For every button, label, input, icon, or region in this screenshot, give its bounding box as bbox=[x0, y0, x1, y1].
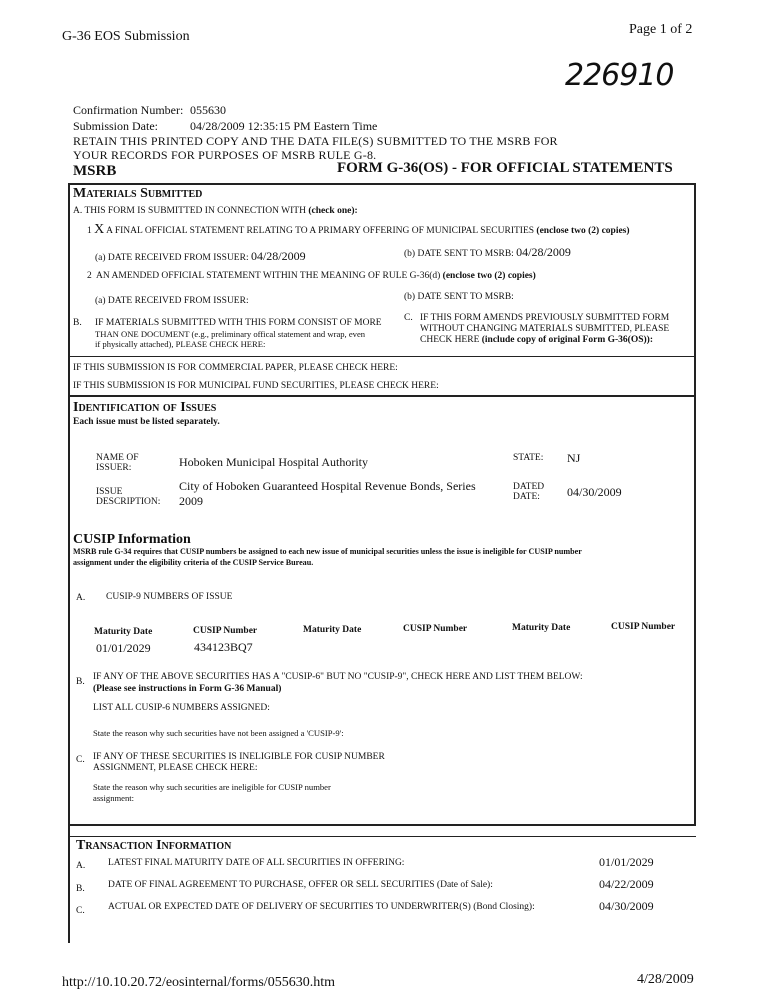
materials-b-line3: if physically attached), PLEASE CHECK HERE: bbox=[95, 339, 266, 349]
identification-note: Each issue must be listed separately. bbox=[73, 417, 220, 427]
transaction-a-text: LATEST FINAL MATURITY DATE OF ALL SECURITIES IN OFFERING: bbox=[108, 858, 405, 868]
issuer-name-label: NAME OF bbox=[96, 453, 139, 463]
materials-a-intro: A. THIS FORM IS SUBMITTED IN CONNECTION WITH (check one): bbox=[73, 206, 358, 216]
transaction-c-text: ACTUAL OR EXPECTED DATE OF DELIVERY OF SECURITIES TO UNDERWRITER(S) (Bond Closing): bbox=[108, 902, 535, 912]
cusip-col-maturity-3: Maturity Date bbox=[512, 623, 571, 633]
cusip-col-number-2: CUSIP Number bbox=[403, 624, 468, 634]
item1-checkmark: X bbox=[94, 222, 105, 237]
cusip-row-maturity: 01/01/2029 bbox=[96, 641, 151, 655]
cusip-b-reason: State the reason why such securities have not been assigned a 'CUSIP-9': bbox=[93, 728, 344, 738]
state-value: NJ bbox=[567, 451, 581, 465]
issue-description-label2: DESCRIPTION: bbox=[96, 497, 161, 507]
cusip-b-text: IF ANY OF THE ABOVE SECURITIES HAS A "CUSIP-6" BUT NO "CUSIP-9", CHECK HERE AND LIST THEM BELOW: bbox=[93, 672, 583, 682]
transaction-c-value: 04/30/2009 bbox=[599, 899, 654, 913]
submission-date-label: Submission Date: bbox=[73, 119, 159, 133]
municipal-fund-check: IF THIS SUBMISSION IS FOR MUNICIPAL FUND SECURITIES, PLEASE CHECK HERE: bbox=[73, 381, 439, 391]
dated-date-label: DATED bbox=[513, 482, 545, 492]
materials-c-label: C. bbox=[404, 313, 413, 323]
cusip-c-reason2: assignment: bbox=[93, 793, 135, 803]
materials-c-line1: IF THIS FORM AMENDS PREVIOUSLY SUBMITTED FORM bbox=[420, 313, 670, 323]
submission-date-value: 04/28/2009 12:35:15 PM Eastern Time bbox=[190, 119, 378, 133]
transaction-b-text: DATE OF FINAL AGREEMENT TO PURCHASE, OFFER OR SELL SECURITIES (Date of Sale): bbox=[108, 880, 493, 890]
materials-c-line3: CHECK HERE (include copy of original Form G-36(OS)): bbox=[420, 335, 653, 345]
footer-date: 4/28/2009 bbox=[637, 972, 694, 987]
cusip-b-label: B. bbox=[76, 677, 85, 687]
issuer-name-label2: ISSUER: bbox=[96, 463, 132, 473]
cusip-a-label: A. bbox=[76, 593, 86, 603]
page-number: Page 1 of 2 bbox=[629, 22, 693, 37]
issue-description-value2: 2009 bbox=[179, 494, 203, 508]
box-top-border bbox=[68, 183, 696, 185]
form-title: FORM G-36(OS) - FOR OFFICIAL STATEMENTS bbox=[337, 160, 673, 176]
box-left-border bbox=[68, 183, 70, 943]
state-label: STATE: bbox=[513, 453, 544, 463]
confirmation-number-label: Confirmation Number: bbox=[73, 103, 184, 117]
identification-right-border bbox=[694, 395, 696, 825]
msrb-label: MSRB bbox=[73, 163, 117, 179]
retain-notice-line1: RETAIN THIS PRINTED COPY AND THE DATA FILE(S) SUBMITTED TO THE MSRB FOR bbox=[73, 134, 558, 148]
item2-sent-date: (b) DATE SENT TO MSRB: bbox=[404, 292, 514, 302]
issuer-name-value: Hoboken Municipal Hospital Authority bbox=[179, 455, 368, 469]
issue-description-label: ISSUE bbox=[96, 487, 123, 497]
cusip-b-list: LIST ALL CUSIP-6 NUMBERS ASSIGNED: bbox=[93, 703, 270, 713]
cusip-c-label: C. bbox=[76, 755, 85, 765]
materials-item1: 1 X A FINAL OFFICIAL STATEMENT RELATING TO A PRIMARY OFFERING OF MUNICIPAL SECURITIES (enclose two (2) copies) bbox=[87, 222, 630, 237]
page-header-title: G-36 EOS Submission bbox=[62, 29, 190, 44]
cusip-col-maturity-1: Maturity Date bbox=[94, 627, 153, 637]
transaction-a-value: 01/01/2029 bbox=[599, 855, 654, 869]
materials-item2: 2 AN AMENDED OFFICIAL STATEMENT WITHIN THE MEANING OF RULE G-36(d) (enclose two (2) copies) bbox=[87, 271, 536, 281]
cusip-row-number: 434123BQ7 bbox=[194, 640, 253, 654]
retain-notice-line2: YOUR RECORDS FOR PURPOSES OF MSRB RULE G-8. bbox=[73, 148, 377, 162]
identification-heading: Identification of Issues bbox=[73, 400, 217, 415]
cusip-b-note: (Please see instructions in Form G-36 Manual) bbox=[93, 684, 282, 694]
cusip-col-maturity-2: Maturity Date bbox=[303, 625, 362, 635]
divider bbox=[69, 356, 695, 357]
materials-b-line2: THAN ONE DOCUMENT (e.g., preliminary offical statement and wrap, even bbox=[95, 329, 366, 339]
cusip-c-line1: IF ANY OF THESE SECURITIES IS INELIGIBLE FOR CUSIP NUMBER bbox=[93, 752, 385, 762]
transaction-heading: Transaction Information bbox=[76, 838, 232, 853]
cusip-heading: CUSIP Information bbox=[73, 532, 191, 547]
transaction-top-border bbox=[68, 824, 696, 826]
transaction-top-border-inner bbox=[68, 836, 696, 837]
cusip-a-text: CUSIP-9 NUMBERS OF ISSUE bbox=[106, 592, 233, 602]
transaction-c-letter: C. bbox=[76, 906, 85, 916]
cusip-col-number-3: CUSIP Number bbox=[611, 622, 676, 632]
identification-top-border bbox=[68, 395, 696, 397]
cusip-c-line2: ASSIGNMENT, PLEASE CHECK HERE: bbox=[93, 763, 258, 773]
transaction-b-letter: B. bbox=[76, 884, 85, 894]
cusip-c-reason1: State the reason why such securities are ineligible for CUSIP number bbox=[93, 782, 331, 792]
dated-date-label2: DATE: bbox=[513, 492, 540, 502]
item1-received-date: (a) DATE RECEIVED FROM ISSUER: 04/28/2009 bbox=[95, 249, 306, 263]
item1-sent-date: (b) DATE SENT TO MSRB: 04/28/2009 bbox=[404, 245, 571, 259]
materials-b-line1: IF MATERIALS SUBMITTED WITH THIS FORM CONSIST OF MORE bbox=[95, 318, 382, 328]
confirmation-number-value: 055630 bbox=[190, 103, 226, 117]
handwritten-number: 226910 bbox=[565, 58, 674, 93]
footer-url[interactable]: http://10.10.20.72/eosinternal/forms/055630.htm bbox=[62, 975, 335, 990]
materials-b-label: B. bbox=[73, 318, 82, 328]
transaction-a-letter: A. bbox=[76, 861, 86, 871]
transaction-b-value: 04/22/2009 bbox=[599, 877, 654, 891]
cusip-rule-line1: MSRB rule G-34 requires that CUSIP numbers be assigned to each new issue of municipal securities unless the issue is ineligible for CUSIP number bbox=[73, 547, 582, 556]
cusip-col-number-1: CUSIP Number bbox=[193, 626, 258, 636]
item2-received-date: (a) DATE RECEIVED FROM ISSUER: bbox=[95, 296, 249, 306]
cusip-rule-line2: assignment under the eligibility criteria of the CUSIP Service Bureau. bbox=[73, 558, 314, 567]
materials-heading: Materials Submitted bbox=[73, 186, 203, 201]
materials-c-line2: WITHOUT CHANGING MATERIALS SUBMITTED, PLEASE bbox=[420, 324, 670, 334]
dated-date-value: 04/30/2009 bbox=[567, 485, 622, 499]
materials-right-border bbox=[694, 183, 696, 396]
commercial-paper-check: IF THIS SUBMISSION IS FOR COMMERCIAL PAPER, PLEASE CHECK HERE: bbox=[73, 363, 398, 373]
issue-description-value: City of Hoboken Guaranteed Hospital Revenue Bonds, Series bbox=[179, 479, 476, 493]
